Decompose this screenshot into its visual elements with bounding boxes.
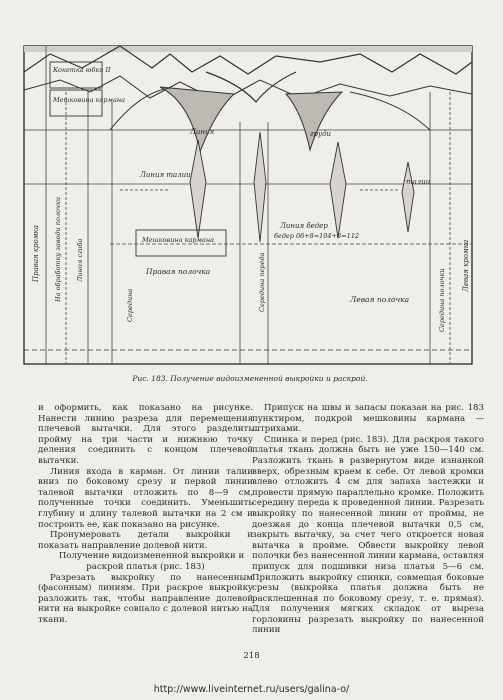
label-chest: груди <box>310 130 332 138</box>
left-paragraph-1: и оформить, как показано на рисунке. Нанести линию разреза для перемещения плечевой вытачки. Для этого разделить пройму на три части и нижнюю точку деления соединить с концом плечевой вытачки. <box>38 403 253 466</box>
section-title: Получение видоизмененной выкройки и раскрой платья (рис. 183) <box>58 551 245 572</box>
right-column <box>252 403 484 636</box>
label-waist: Линия талии <box>140 171 191 179</box>
label-right-shelf: Правая полочка <box>146 267 211 276</box>
left-paragraph-3: Пронумеровать детали выкройки и показать направление долевой нити. <box>38 530 253 551</box>
label-line: Линия <box>190 128 215 136</box>
right-paragraph-1: Припуск на швы и запасы показан на рис. 183 пунктиром, подкрой мешковины кармана — штрихами. <box>252 403 484 435</box>
label-pocket-sacking: Мешковина кармана <box>53 96 125 104</box>
label-waist-right: талии <box>406 178 431 186</box>
label-middle-shelf: Середина полочки <box>438 268 446 332</box>
left-column <box>38 403 253 625</box>
label-middle-front: Середина переда <box>258 252 266 312</box>
pattern-figure <box>20 32 482 368</box>
label-left-shelf: Левая полочка <box>350 295 410 304</box>
label-hips-formula: бедер 0б+8=104+8=112 <box>274 232 359 240</box>
label-fold-line: Линия сгиба <box>76 238 84 282</box>
right-paragraph-2: Спинка и перед (рис. 183). Для раскроя такого платья ткань должна быть не уже 150—140 см. Разложить ткань в развернутом виде изнанкой вверх, обрезным краем к себе. От левой кромки влево отложить 4 см для запаха застежки и провести прямую параллельно кромке. Положить середину переда к проведенной линии. Разрезать выкройку по нанесенной линии от проймы, не доезжая до конца плечевой вытачки 0,5 см, закрыть вытачку, за счет чего откроется новая вытачка в пройме. Обвести выкройку левой полочки без нанесенной линии кармана, оставляя припуск для подшивки низа платья 5—6 см. Приложить выкройку спинки, совмещая боковые срезы (выкройка платья должна быть не расклешенная по боковому срезу, т. е. прямая). Для получения мягких складок от выреза горловины разрезать выкройку по нанесенной линии <box>252 434 484 636</box>
label-left-edge: Левая кромка <box>462 239 470 292</box>
label-hem-allowance: На обработку заводи полочки <box>54 196 62 302</box>
label-hips: Линия бедер <box>280 222 328 230</box>
footer-url-link[interactable]: http://www.liveinternet.ru/users/galina-o/ <box>153 684 350 695</box>
label-yoke: Кокетка юбки II <box>53 66 111 74</box>
page-number: 218 <box>243 651 260 661</box>
label-right-edge: Правая кромка <box>32 225 40 282</box>
pattern-diagram <box>20 32 482 368</box>
left-paragraph-4: Разрезать выкройку по нанесенным (фасонным) линиям. При раскрое выкройку разложить так, чтобы направление долевой нити на выкройке совпало с долевой нитью на ткани. <box>38 572 253 625</box>
left-paragraph-2: Линия входа в карман. От линии талии вниз по боковому срезу и первой линии талевой вытачки отложить по 8—9 см, полученные точки соединить. Уменьшить глубину и длину талевой вытачки на 2 см и построить ее, как показано на рисунке. <box>38 466 253 530</box>
label-pocket-sacking-2: Мешковина кармана <box>142 236 214 244</box>
label-middle: Середина <box>126 288 134 322</box>
figure-caption: Рис. 183. Получение видоизмененной выкройки и раскрой. <box>132 374 368 383</box>
